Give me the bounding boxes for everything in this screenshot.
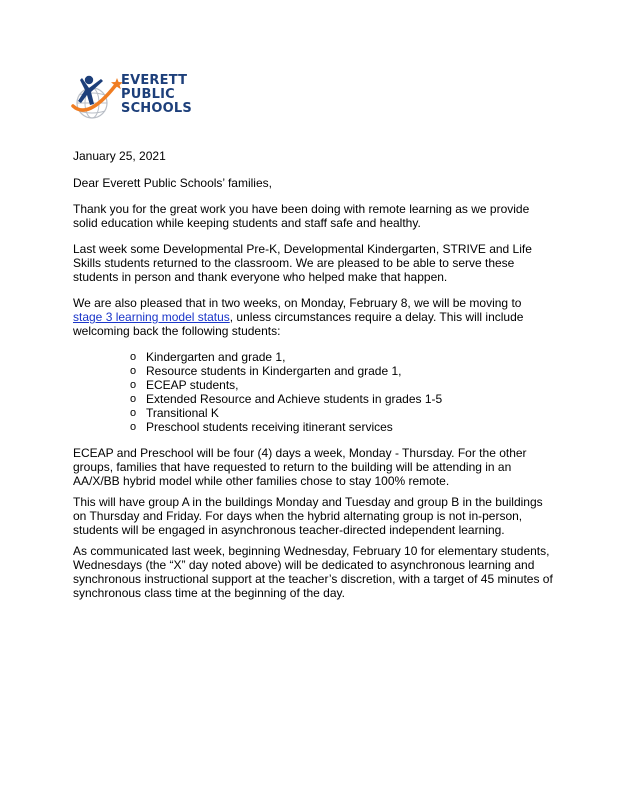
list-item: o Transitional K [130,406,219,420]
logo-emblem-icon [70,70,126,126]
paragraph-eceap-schedule: ECEAP and Preschool will be four (4) days a week, Monday - Thursday. For the other groups, families that have requested to return to the building will be attending in an AA/X/BB hybrid model while other families chose to stay 100% remote. [73,446,527,488]
bullet-icon: o [130,365,137,377]
bullet-icon: o [130,379,137,391]
paragraph-stage-3: We are also pleased that in two weeks, on Monday, February 8, we will be moving to stage 3 learning model status, unless circumstances require a delay. This will include welcoming back the following students: [73,296,524,338]
paragraph-hybrid-groups: This will have group A in the buildings Monday and Tuesday and group B in the buildings on Thursday and Friday. For days when the hybrid alternating group is not in-person, students will be engaged in asynchronous teacher-directed independent learning. [73,495,543,537]
letter-date: January 25, 2021 [73,149,166,163]
bullet-icon: o [130,351,137,363]
bullet-icon: o [130,421,137,433]
paragraph-remote-learning: Thank you for the great work you have been doing with remote learning as we provide solid education while keeping students and staff safe and healthy. [73,202,530,230]
list-item: o ECEAP students, [130,378,239,392]
list-item: o Kindergarten and grade 1, [130,350,286,364]
list-item: o Preschool students receiving itinerant services [130,420,393,434]
stage-3-link[interactable]: stage 3 learning model status [73,310,230,324]
salutation: Dear Everett Public Schools’ families, [73,176,272,190]
paragraph-wednesdays: As communicated last week, beginning Wednesday, February 10 for elementary students, Wednesdays (the “X” day noted above) will be dedicated to asynchronous learning and synchronous instructional support at the teacher’s discretion, with a target of 45 minutes of synchronous class time at the beginning of the day. [73,544,553,600]
list-item: o Extended Resource and Achieve students in grades 1-5 [130,392,443,406]
list-item: o Resource students in Kindergarten and grade 1, [130,364,402,378]
district-logo [70,70,210,126]
student-groups-list [73,350,553,434]
bullet-icon: o [130,393,137,405]
logo-wordmark: EVERETT PUBLIC SCHOOLS [121,73,192,116]
paragraph-students-returned: Last week some Developmental Pre-K, Developmental Kindergarten, STRIVE and Life Skills students returned to the classroom. We are pleased to be able to serve these students in person and thank everyone who helped make that happen. [73,242,532,284]
letter-body [73,149,553,607]
bullet-icon: o [130,407,137,419]
